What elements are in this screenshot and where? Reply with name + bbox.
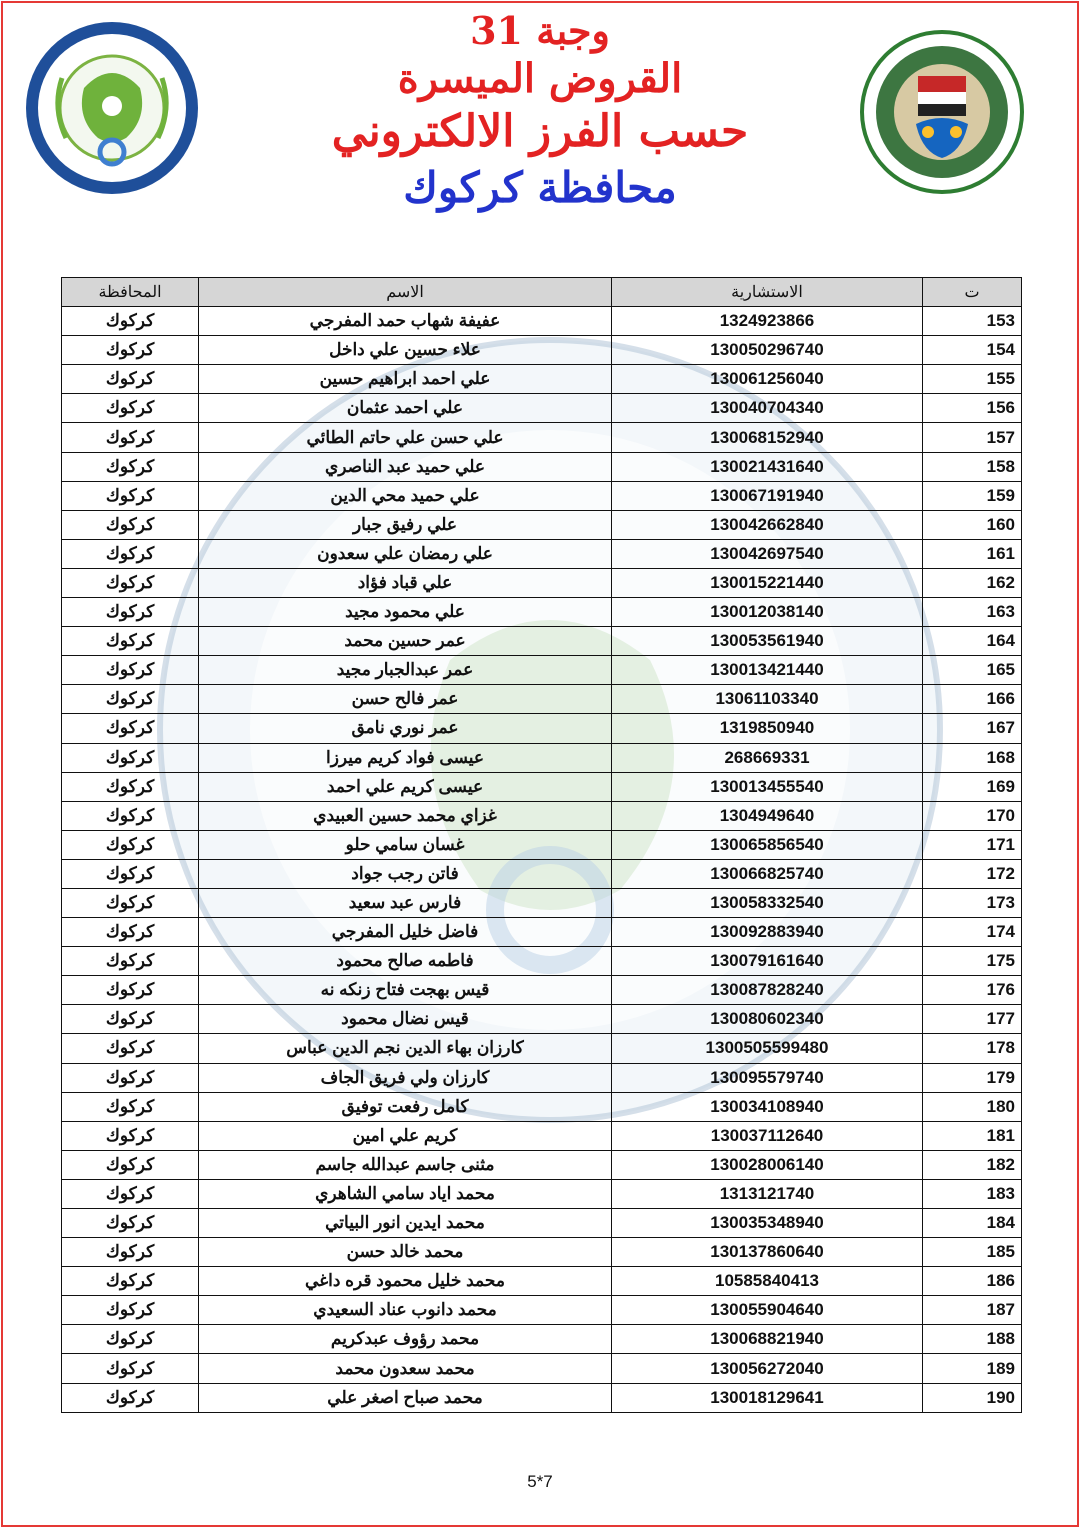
table-row [62, 714, 1022, 743]
cell-governorate: كركوك [62, 1296, 199, 1325]
cell-name: علي حميد عبد الناصري [199, 452, 612, 481]
cell-serial: 160 [923, 510, 1022, 539]
cell-consultation-id: 130092883940 [612, 918, 923, 947]
cell-name: كريم علي امين [199, 1121, 612, 1150]
cell-consultation-id: 130065856540 [612, 830, 923, 859]
cell-serial: 181 [923, 1121, 1022, 1150]
table-row [62, 598, 1022, 627]
cell-serial: 169 [923, 772, 1022, 801]
cell-governorate: كركوك [62, 1325, 199, 1354]
cell-name: فارس عبد سعيد [199, 888, 612, 917]
table-row [62, 1092, 1022, 1121]
cell-consultation-id: 130068152940 [612, 423, 923, 452]
cell-name: علاء حسين علي داخل [199, 336, 612, 365]
cell-consultation-id: 130013455540 [612, 772, 923, 801]
cell-serial: 178 [923, 1034, 1022, 1063]
cell-governorate: كركوك [62, 888, 199, 917]
cell-serial: 185 [923, 1238, 1022, 1267]
cell-consultation-id: 130095579740 [612, 1063, 923, 1092]
cell-consultation-id: 130034108940 [612, 1092, 923, 1121]
cell-governorate: كركوك [62, 423, 199, 452]
table-row [62, 1209, 1022, 1238]
cell-name: علي محمود مجيد [199, 598, 612, 627]
cell-serial: 166 [923, 685, 1022, 714]
table-row [62, 1267, 1022, 1296]
cell-name: غزاي محمد حسين العبيدي [199, 801, 612, 830]
table-row [62, 365, 1022, 394]
cell-governorate: كركوك [62, 743, 199, 772]
table-row [62, 947, 1022, 976]
cell-name: علي حميد محي الدين [199, 481, 612, 510]
cell-governorate: كركوك [62, 685, 199, 714]
cell-consultation-id: 130028006140 [612, 1150, 923, 1179]
cell-name: فاضل خليل المفرجي [199, 918, 612, 947]
table-row [62, 1034, 1022, 1063]
cell-governorate: كركوك [62, 307, 199, 336]
cell-name: محمد رؤوف عبدكريم [199, 1325, 612, 1354]
ministry-logo [858, 28, 1026, 196]
page-number: 5*7 [527, 1472, 553, 1491]
cell-name: عيسى فواد كريم ميرزا [199, 743, 612, 772]
loan-title: القروض الميسرة [397, 55, 683, 102]
cell-name: كامل رفعت توفيق [199, 1092, 612, 1121]
cell-consultation-id: 130080602340 [612, 1005, 923, 1034]
table-row [62, 627, 1022, 656]
cell-governorate: كركوك [62, 568, 199, 597]
cell-consultation-id: 1304949640 [612, 801, 923, 830]
cell-governorate: كركوك [62, 1179, 199, 1208]
cell-serial: 184 [923, 1209, 1022, 1238]
table-row [62, 656, 1022, 685]
cell-consultation-id: 130137860640 [612, 1238, 923, 1267]
table-row [62, 1063, 1022, 1092]
table-row [62, 772, 1022, 801]
cell-serial: 161 [923, 539, 1022, 568]
table-body [62, 307, 1022, 1413]
table-row [62, 1179, 1022, 1208]
cell-consultation-id: 130068821940 [612, 1325, 923, 1354]
cell-consultation-id: 130037112640 [612, 1121, 923, 1150]
cell-serial: 163 [923, 598, 1022, 627]
labor-directorate-logo [22, 18, 202, 198]
cell-consultation-id: 130013421440 [612, 656, 923, 685]
cell-consultation-id: 130050296740 [612, 336, 923, 365]
cell-serial: 180 [923, 1092, 1022, 1121]
beneficiaries-table [61, 277, 1022, 1413]
cell-serial: 156 [923, 394, 1022, 423]
cell-name: كارزان ولي فريق الجاف [199, 1063, 612, 1092]
cell-serial: 188 [923, 1325, 1022, 1354]
table-row [62, 1121, 1022, 1150]
table-row [62, 976, 1022, 1005]
cell-governorate: كركوك [62, 830, 199, 859]
cell-name: محمد خالد حسن [199, 1238, 612, 1267]
cell-serial: 153 [923, 307, 1022, 336]
cell-governorate: كركوك [62, 1354, 199, 1383]
cell-consultation-id: 130053561940 [612, 627, 923, 656]
cell-name: علي قباد فؤاد [199, 568, 612, 597]
cell-serial: 162 [923, 568, 1022, 597]
cell-name: عمر نوري نامق [199, 714, 612, 743]
cell-governorate: كركوك [62, 1063, 199, 1092]
cell-serial: 158 [923, 452, 1022, 481]
table-row [62, 481, 1022, 510]
cell-serial: 157 [923, 423, 1022, 452]
cell-consultation-id: 10585840413 [612, 1267, 923, 1296]
table-row [62, 539, 1022, 568]
cell-name: محمد دانوب عناد السعيدي [199, 1296, 612, 1325]
cell-consultation-id: 130058332540 [612, 888, 923, 917]
cell-name: قيس بهجت فتاح زنكه نه [199, 976, 612, 1005]
cell-governorate: كركوك [62, 801, 199, 830]
header-governorate: المحافظة [62, 278, 199, 307]
cell-serial: 186 [923, 1267, 1022, 1296]
cell-serial: 168 [923, 743, 1022, 772]
cell-governorate: كركوك [62, 1150, 199, 1179]
cell-governorate: كركوك [62, 627, 199, 656]
document-title-block [250, 8, 830, 216]
cell-consultation-id: 130061256040 [612, 365, 923, 394]
cell-governorate: كركوك [62, 947, 199, 976]
table-row [62, 568, 1022, 597]
table-row [62, 1354, 1022, 1383]
cell-governorate: كركوك [62, 1383, 199, 1412]
cell-name: فاطمه صالح محمود [199, 947, 612, 976]
table-row [62, 423, 1022, 452]
table-row [62, 1005, 1022, 1034]
table-row [62, 918, 1022, 947]
cell-governorate: كركوك [62, 394, 199, 423]
table-row [62, 1238, 1022, 1267]
cell-governorate: كركوك [62, 510, 199, 539]
cell-governorate: كركوك [62, 365, 199, 394]
cell-name: فاتن رجب جواد [199, 859, 612, 888]
table-row [62, 1325, 1022, 1354]
cell-governorate: كركوك [62, 859, 199, 888]
cell-governorate: كركوك [62, 1267, 199, 1296]
table-row [62, 1383, 1022, 1412]
cell-serial: 165 [923, 656, 1022, 685]
cell-governorate: كركوك [62, 481, 199, 510]
cell-name: عمر فالح حسن [199, 685, 612, 714]
cell-governorate: كركوك [62, 1238, 199, 1267]
cell-consultation-id: 130087828240 [612, 976, 923, 1005]
cell-name: مثنى جاسم عبدالله جاسم [199, 1150, 612, 1179]
province-title: محافظة كركوك [403, 163, 677, 212]
cell-consultation-id: 130015221440 [612, 568, 923, 597]
cell-consultation-id: 1319850940 [612, 714, 923, 743]
cell-consultation-id: 268669331 [612, 743, 923, 772]
cell-serial: 179 [923, 1063, 1022, 1092]
cell-consultation-id: 130079161640 [612, 947, 923, 976]
table-row [62, 801, 1022, 830]
cell-consultation-id: 130056272040 [612, 1354, 923, 1383]
batch-title: وجبة 31 [470, 8, 610, 53]
cell-serial: 172 [923, 859, 1022, 888]
cell-serial: 164 [923, 627, 1022, 656]
cell-governorate: كركوك [62, 452, 199, 481]
cell-governorate: كركوك [62, 336, 199, 365]
cell-consultation-id: 13061103340 [612, 685, 923, 714]
cell-serial: 174 [923, 918, 1022, 947]
cell-serial: 170 [923, 801, 1022, 830]
cell-consultation-id: 130018129641 [612, 1383, 923, 1412]
cell-governorate: كركوك [62, 1092, 199, 1121]
table-row [62, 307, 1022, 336]
cell-governorate: كركوك [62, 1121, 199, 1150]
cell-serial: 182 [923, 1150, 1022, 1179]
cell-name: محمد صباح اصغر علي [199, 1383, 612, 1412]
table-row [62, 1150, 1022, 1179]
cell-serial: 175 [923, 947, 1022, 976]
cell-consultation-id: 130055904640 [612, 1296, 923, 1325]
table-row [62, 510, 1022, 539]
cell-serial: 171 [923, 830, 1022, 859]
cell-name: محمد اياد سامي الشاهري [199, 1179, 612, 1208]
cell-serial: 167 [923, 714, 1022, 743]
header-consultation-id: الاستشارية [612, 278, 923, 307]
cell-name: محمد خليل محمود قره داغي [199, 1267, 612, 1296]
cell-governorate: كركوك [62, 1209, 199, 1238]
cell-serial: 176 [923, 976, 1022, 1005]
cell-governorate: كركوك [62, 772, 199, 801]
cell-name: علي رمضان علي سعدون [199, 539, 612, 568]
cell-consultation-id: 130042662840 [612, 510, 923, 539]
cell-serial: 173 [923, 888, 1022, 917]
table-row [62, 452, 1022, 481]
table-row [62, 859, 1022, 888]
table-row [62, 830, 1022, 859]
cell-serial: 190 [923, 1383, 1022, 1412]
table-row [62, 394, 1022, 423]
cell-serial: 187 [923, 1296, 1022, 1325]
cell-name: عيسى كريم علي احمد [199, 772, 612, 801]
cell-name: كارزان بهاء الدين نجم الدين عباس [199, 1034, 612, 1063]
cell-consultation-id: 1313121740 [612, 1179, 923, 1208]
cell-governorate: كركوك [62, 598, 199, 627]
cell-name: علي حسن علي حاتم الطائي [199, 423, 612, 452]
cell-governorate: كركوك [62, 1034, 199, 1063]
cell-governorate: كركوك [62, 976, 199, 1005]
cell-name: علي احمد عثمان [199, 394, 612, 423]
table-header-row [62, 278, 1022, 307]
cell-name: عمر عبدالجبار مجيد [199, 656, 612, 685]
cell-consultation-id: 130021431640 [612, 452, 923, 481]
cell-serial: 155 [923, 365, 1022, 394]
table-row [62, 685, 1022, 714]
cell-governorate: كركوك [62, 918, 199, 947]
cell-governorate: كركوك [62, 656, 199, 685]
cell-serial: 189 [923, 1354, 1022, 1383]
cell-name: قيس نضال محمود [199, 1005, 612, 1034]
cell-serial: 183 [923, 1179, 1022, 1208]
cell-consultation-id: 130035348940 [612, 1209, 923, 1238]
cell-governorate: كركوك [62, 539, 199, 568]
table-row [62, 336, 1022, 365]
table-row [62, 1296, 1022, 1325]
cell-consultation-id: 1300505599480 [612, 1034, 923, 1063]
table-row [62, 743, 1022, 772]
cell-name: محمد سعدون محمد [199, 1354, 612, 1383]
cell-governorate: كركوك [62, 1005, 199, 1034]
cell-consultation-id: 130066825740 [612, 859, 923, 888]
header-name: الاسم [199, 278, 612, 307]
cell-consultation-id: 130067191940 [612, 481, 923, 510]
cell-name: غسان سامي حلو [199, 830, 612, 859]
cell-consultation-id: 130040704340 [612, 394, 923, 423]
cell-serial: 177 [923, 1005, 1022, 1034]
cell-name: علي احمد ابراهيم حسين [199, 365, 612, 394]
cell-name: محمد ايدين انور البياتي [199, 1209, 612, 1238]
table-row [62, 888, 1022, 917]
cell-serial: 154 [923, 336, 1022, 365]
cell-governorate: كركوك [62, 714, 199, 743]
sorting-subtitle: حسب الفرز الالكتروني [331, 106, 749, 157]
header-serial: ت [923, 278, 1022, 307]
cell-name: علي رفيق جبار [199, 510, 612, 539]
cell-consultation-id: 1324923866 [612, 307, 923, 336]
cell-name: عفيفة شهاب حمد المفرجي [199, 307, 612, 336]
cell-serial: 159 [923, 481, 1022, 510]
cell-consultation-id: 130012038140 [612, 598, 923, 627]
cell-consultation-id: 130042697540 [612, 539, 923, 568]
cell-name: عمر حسين محمد [199, 627, 612, 656]
